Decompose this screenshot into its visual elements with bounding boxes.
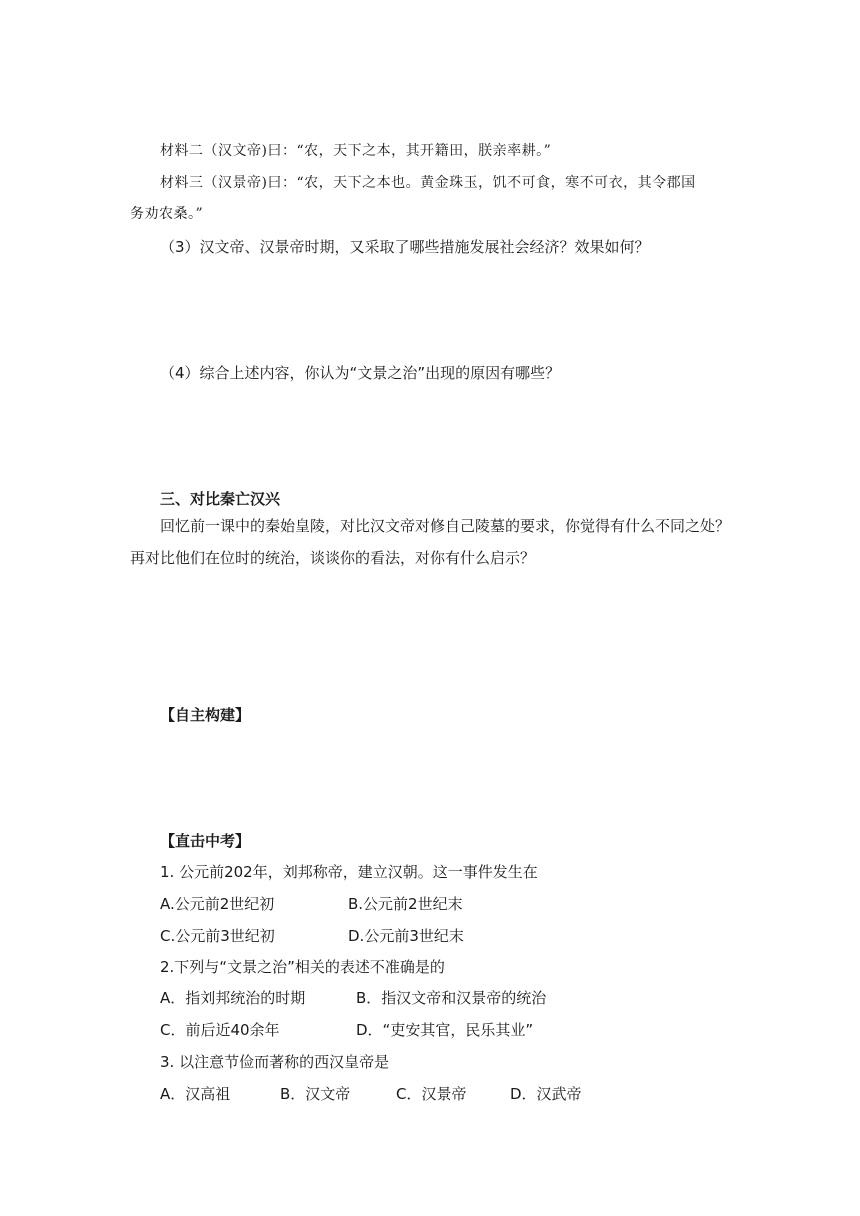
- self-build-heading: 【自主构建】: [160, 706, 251, 724]
- exam-q2-option-b: B．指汉文帝和汉景帝的统治: [356, 989, 547, 1007]
- exam-q2-option-a: A．指刘邦统治的时期: [160, 989, 306, 1007]
- section-3-para-line-1: 回忆前一课中的秦始皇陵，对比汉文帝对修自己陵墓的要求，你觉得有什么不同之处？: [160, 517, 731, 535]
- exam-q1-option-d: D.公元前3世纪末: [348, 927, 464, 945]
- exam-q3-stem: 3. 以注意节俭而著称的西汉皇帝是: [160, 1053, 390, 1071]
- material-3-line-2: 务劝农桑。”: [130, 206, 204, 222]
- exam-q3-option-b: B．汉文帝: [280, 1085, 351, 1103]
- exam-q3-option-c: C．汉景帝: [396, 1085, 467, 1103]
- exam-heading: 【直击中考】: [160, 832, 251, 850]
- section-3-heading: 三、对比秦亡汉兴: [160, 490, 281, 508]
- exam-q3-option-a: A．汉高祖: [160, 1085, 231, 1103]
- exam-q2-option-d: D．“吏安其官，民乐其业”: [356, 1021, 534, 1039]
- exam-q2-option-c: C．前后近40余年: [160, 1021, 280, 1039]
- question-4: （4）综合上述内容，你认为“文景之治”出现的原因有哪些？: [160, 364, 561, 382]
- section-3-para-line-2: 再对比他们在位时的统治，谈谈你的看法，对你有什么启示？: [130, 549, 536, 567]
- material-2: 材料二（汉文帝)曰：“农，天下之本，其开籍田，朕亲率耕。”: [160, 143, 552, 159]
- exam-q2-stem: 2.下列与“文景之治”相关的表述不准确是的: [160, 958, 445, 976]
- exam-q1-option-b: B.公元前2世纪末: [348, 895, 463, 913]
- question-3: （3）汉文帝、汉景帝时期，又采取了哪些措施发展社会经济？效果如何？: [160, 238, 650, 256]
- exam-q1-option-a: A.公元前2世纪初: [160, 895, 275, 913]
- exam-q1-option-c: C.公元前3世纪初: [160, 927, 275, 945]
- exam-q3-option-d: D．汉武帝: [510, 1085, 582, 1103]
- exam-q1-stem: 1. 公元前202年，刘邦称帝，建立汉朝。这一事件发生在: [160, 863, 538, 881]
- material-3-line-1: 材料三（汉景帝)曰：“农，天下之本也。黄金珠玉，饥不可食，寒不可衣，其令郡国: [160, 175, 696, 191]
